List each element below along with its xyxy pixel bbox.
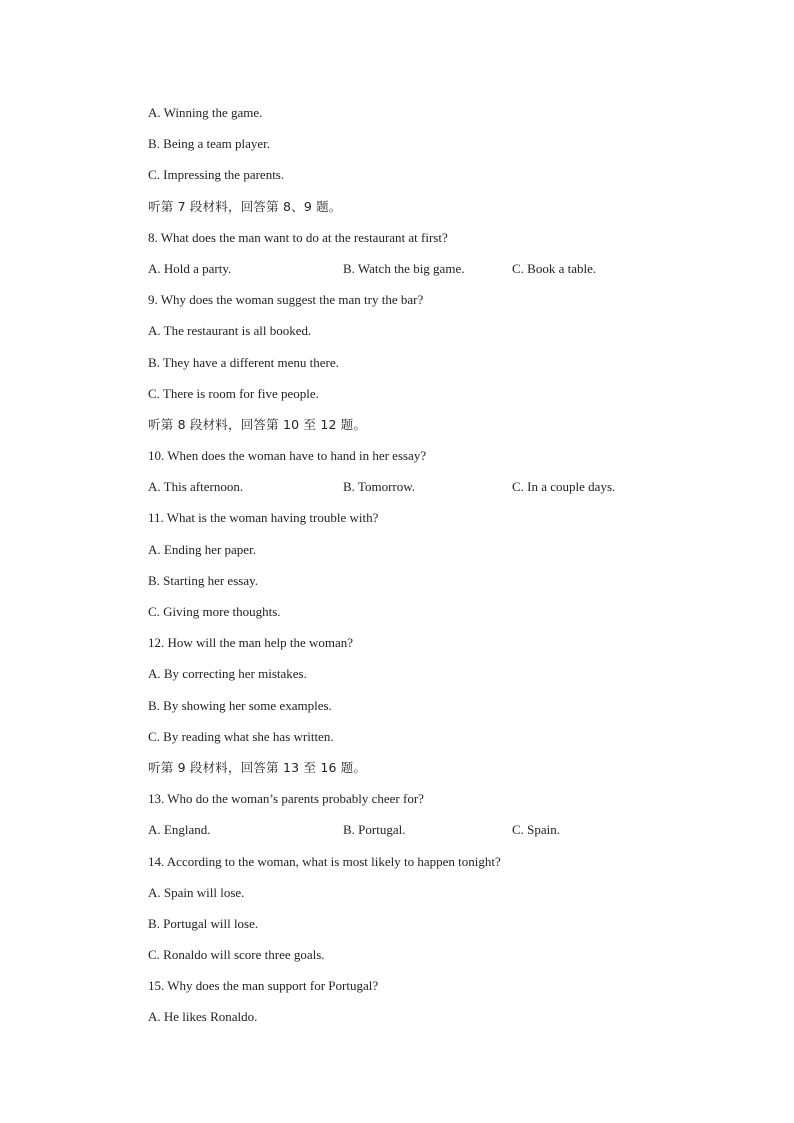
answer-option: B. Being a team player.: [148, 136, 271, 152]
answer-option: B. They have a different menu there.: [148, 354, 339, 370]
answer-option: A. By correcting her mistakes.: [148, 666, 307, 682]
question-text: 8. What does the man want to do at the restaurant at first?: [148, 229, 448, 245]
answer-option: C. Giving more thoughts.: [148, 604, 281, 619]
answer-option: A. Winning the game.: [148, 105, 263, 120]
question-text: 15. Why does the man support for Portugal?: [148, 978, 379, 994]
answer-option: C. In a couple days.: [512, 479, 616, 495]
answer-option: A. He likes Ronaldo.: [148, 1009, 258, 1025]
question-list: [148, 100, 708, 1036]
question-text: 14. According to the woman, what is most likely to happen tonight?: [148, 853, 501, 869]
answer-options-row: [148, 817, 708, 848]
question-text: 9. Why does the woman suggest the man try the bar?: [148, 292, 424, 308]
answer-option: A. Hold a party.: [148, 260, 232, 276]
section-instruction: 听第 9 段材料，回答第 13 至 16 题。: [148, 759, 367, 775]
answer-options-row: [148, 474, 708, 505]
question-text: 11. What is the woman having trouble with?: [148, 510, 379, 526]
answer-option: C. Ronaldo will score three goals.: [148, 947, 325, 963]
question-text: 10. When does the woman have to hand in her essay?: [148, 448, 427, 464]
answer-option: B. By showing her some examples.: [148, 697, 332, 713]
answer-option: C. Impressing the parents.: [148, 167, 285, 183]
question-text: 13. Who do the woman’s parents probably cheer for?: [148, 791, 424, 807]
section-instruction: 听第 7 段材料，回答第 8、9 题。: [148, 198, 342, 214]
answer-option: B. Tomorrow.: [343, 479, 416, 495]
answer-option: A. The restaurant is all booked.: [148, 323, 312, 339]
answer-option: A. This afternoon.: [148, 479, 244, 495]
answer-option: C. There is room for five people.: [148, 385, 319, 401]
answer-options-row: [148, 256, 708, 287]
answer-option: C. By reading what she has written.: [148, 728, 334, 744]
answer-option: A. Ending her paper.: [148, 541, 256, 557]
answer-option: C. Book a table.: [512, 260, 597, 276]
answer-option: B. Watch the big game.: [343, 260, 465, 276]
answer-option: A. Spain will lose.: [148, 884, 245, 900]
answer-option: B. Portugal will lose.: [148, 915, 259, 931]
answer-option: A. England.: [148, 822, 211, 838]
section-instruction: 听第 8 段材料，回答第 10 至 12 题。: [148, 416, 367, 432]
answer-option: B. Starting her essay.: [148, 572, 258, 588]
answer-option: B. Portugal.: [343, 822, 406, 838]
answer-option: C. Spain.: [512, 822, 561, 838]
question-text: 12. How will the man help the woman?: [148, 635, 354, 651]
